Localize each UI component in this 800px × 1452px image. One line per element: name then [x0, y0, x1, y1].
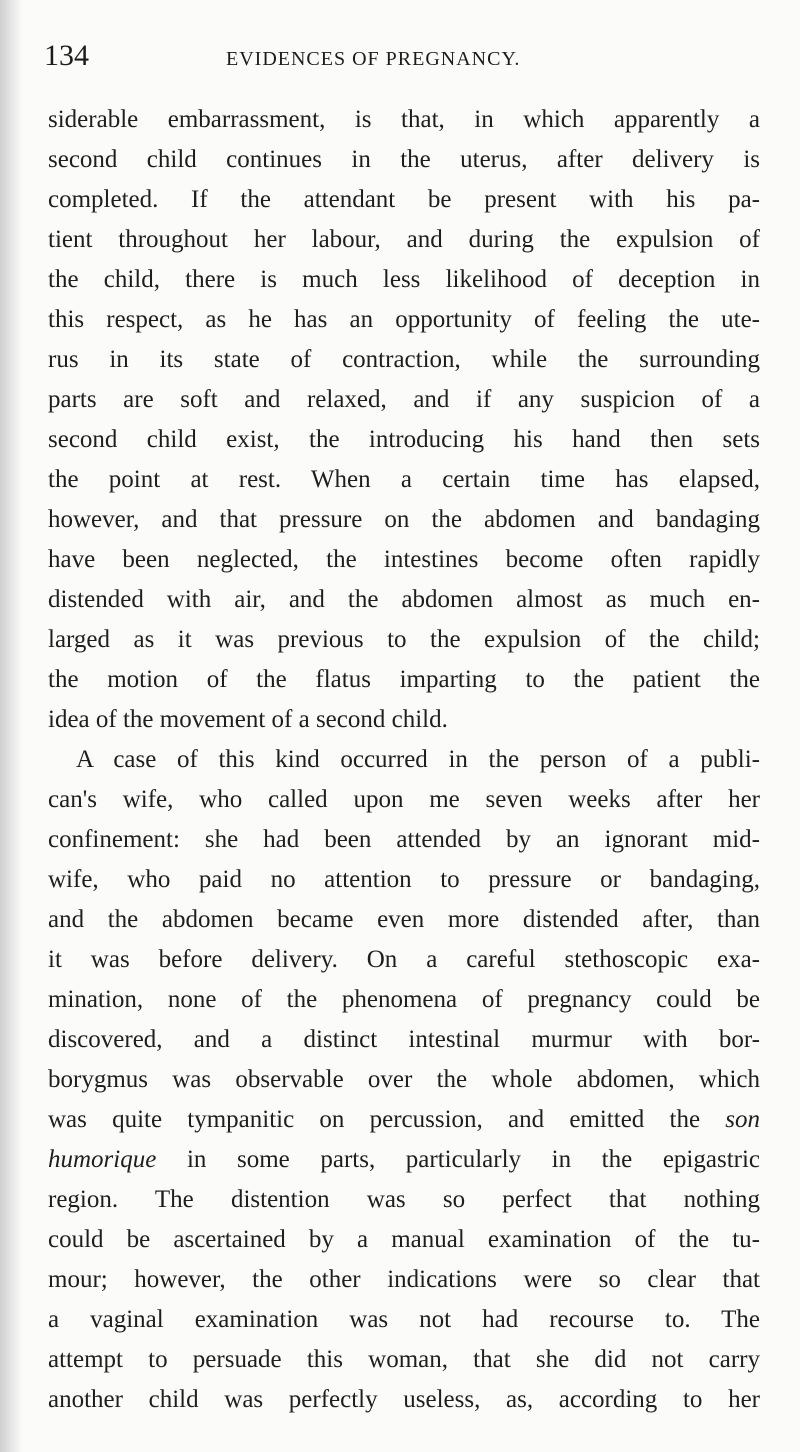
text-line: region. The distention was so perfect that nothing [48, 1186, 760, 1213]
text-line: and the abdomen became even more distended after, than [48, 906, 760, 933]
text-line: parts are soft and relaxed, and if any suspicion of a [48, 386, 760, 413]
text-line: could be ascertained by a manual examination of the tu- [48, 1226, 760, 1253]
page-gutter-shadow [0, 0, 22, 1452]
text-line: borygmus was observable over the whole abdomen, which [48, 1066, 760, 1093]
text-line: wife, who paid no attention to pressure or bandaging, [48, 866, 760, 893]
text-fragment: was quite tympanitic on percussion, and emitted the [48, 1106, 701, 1133]
text-line: the child, there is much less likelihood of deception in [48, 266, 760, 293]
page-header [44, 38, 764, 78]
text-line: tient throughout her labour, and during the expulsion of [48, 226, 760, 253]
text-line: attempt to persuade this woman, that she did not carry [48, 1346, 760, 1373]
text-line: distended with air, and the abdomen almost as much en- [48, 586, 760, 613]
text-line: confinement: she had been attended by an ignorant mid- [48, 826, 760, 853]
running-head: EVIDENCES OF PREGNANCY. [226, 48, 521, 70]
text-line: it was before delivery. On a careful stethoscopic exa- [48, 946, 760, 973]
text-line: this respect, as he has an opportunity of feeling the ute- [48, 306, 760, 333]
text-line: larged as it was previous to the expulsion of the child; [48, 626, 760, 653]
italic-term: son [725, 1106, 761, 1133]
text-line: discovered, and a distinct intestinal murmur with bor- [48, 1026, 760, 1053]
text-line: mour; however, the other indications were so clear that [48, 1266, 760, 1293]
text-line: mination, none of the phenomena of pregnancy could be [48, 986, 760, 1013]
text-line: the motion of the flatus imparting to the patient the [48, 666, 760, 693]
text-line-with-italic [48, 1140, 760, 1180]
text-line: siderable embarrassment, is that, in which apparently a [48, 106, 760, 133]
text-line: can's wife, who called upon me seven weeks after her [48, 786, 760, 813]
italic-term: humorique [48, 1146, 157, 1173]
text-line-with-italic [48, 1100, 760, 1140]
paragraph-first-line: A case of this kind occurred in the person of a publi- [76, 746, 760, 773]
text-line: have been neglected, the intestines become often rapidly [48, 546, 760, 573]
body-text [48, 100, 760, 1420]
text-line: however, and that pressure on the abdomen and bandaging [48, 506, 760, 533]
text-line: a vaginal examination was not had recourse to. The [48, 1306, 760, 1333]
page-number: 134 [44, 39, 89, 72]
text-fragment: in some parts, particularly in the epigastric [186, 1146, 761, 1173]
text-line: completed. If the attendant be present with his pa- [48, 186, 760, 213]
text-line: second child continues in the uterus, after delivery is [48, 146, 760, 173]
text-line: the point at rest. When a certain time has elapsed, [48, 466, 760, 493]
text-line: idea of the movement of a second child. [48, 706, 448, 733]
text-line: another child was perfectly useless, as, according to her [48, 1386, 760, 1413]
text-line: rus in its state of contraction, while the surrounding [48, 346, 760, 373]
text-line: second child exist, the introducing his hand then sets [48, 426, 760, 453]
